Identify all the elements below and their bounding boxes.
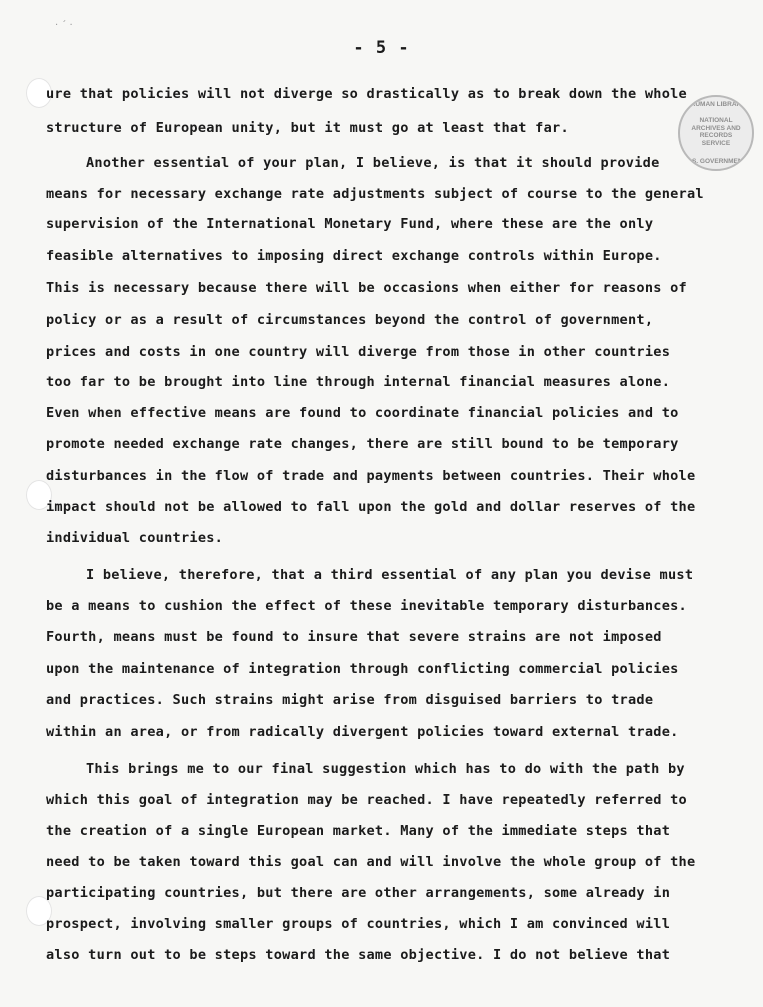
text-line: participating countries, but there are other arrangements, some already in — [46, 885, 671, 901]
text-line: the creation of a single European market. Many of the immediate steps that — [46, 823, 671, 839]
text-line: This is necessary because there will be occasions when either for reasons of — [46, 280, 687, 296]
stamp-core-line: NATIONAL — [699, 117, 733, 124]
text-line: Even when effective means are found to coordinate financial policies and to — [46, 405, 679, 421]
text-line: ure that policies will not diverge so drastically as to break down the whole — [46, 86, 687, 102]
text-line: Another essential of your plan, I believe, is that it should provide — [86, 155, 660, 171]
text-line: supervision of the International Monetary Fund, where these are the only — [46, 216, 654, 232]
text-line: need to be taken toward this goal can and will involve the whole group of the — [46, 854, 696, 870]
text-line: means for necessary exchange rate adjustments subject of course to the general — [46, 186, 704, 202]
text-line: I believe, therefore, that a third essential of any plan you devise must — [86, 567, 694, 583]
text-line: be a means to cushion the effect of these inevitable temporary disturbances. — [46, 598, 687, 614]
scan-specks: · ˊ · — [55, 20, 73, 31]
stamp-core-line: ARCHIVES AND — [691, 124, 741, 132]
text-line: This brings me to our final suggestion which has to do with the path by — [86, 761, 685, 777]
page-number: - 5 - — [353, 38, 410, 58]
stamp-bottom-text: U.S. GOVERNMENT — [685, 158, 747, 165]
stamp-core-line: RECORDS — [699, 132, 733, 139]
text-line: impact should not be allowed to fall upon the gold and dollar reserves of the — [46, 499, 696, 515]
text-line: policy or as a result of circumstances beyond the control of government, — [46, 312, 654, 328]
text-line: disturbances in the flow of trade and payments between countries. Their whole — [46, 468, 696, 484]
text-line: structure of European unity, but it must go at least that far. — [46, 120, 569, 136]
text-line: and practices. Such strains might arise from disguised barriers to trade — [46, 692, 654, 708]
stamp-core-line: SERVICE — [701, 139, 731, 147]
text-line: feasible alternatives to imposing direct exchange controls within Europe. — [46, 248, 662, 264]
stamp-core-text — [680, 117, 752, 147]
text-line: too far to be brought into line through internal financial measures alone. — [46, 374, 671, 390]
text-line: upon the maintenance of integration through conflicting commercial policies — [46, 661, 679, 677]
text-line: within an area, or from radically divergent policies toward external trade. — [46, 724, 679, 740]
text-line: which this goal of integration may be reached. I have repeatedly referred to — [46, 792, 687, 808]
text-line: promote needed exchange rate changes, there are still bound to be temporary — [46, 436, 679, 452]
text-line: prospect, involving smaller groups of countries, which I am convinced will — [46, 916, 671, 932]
text-line: individual countries. — [46, 530, 224, 546]
text-line: Fourth, means must be found to insure that severe strains are not imposed — [46, 629, 662, 645]
stamp-top-text: TRUMAN LIBRARY — [686, 101, 746, 108]
text-line: prices and costs in one country will diverge from those in other countries — [46, 344, 671, 360]
text-line: also turn out to be steps toward the same objective. I do not believe that — [46, 947, 671, 963]
